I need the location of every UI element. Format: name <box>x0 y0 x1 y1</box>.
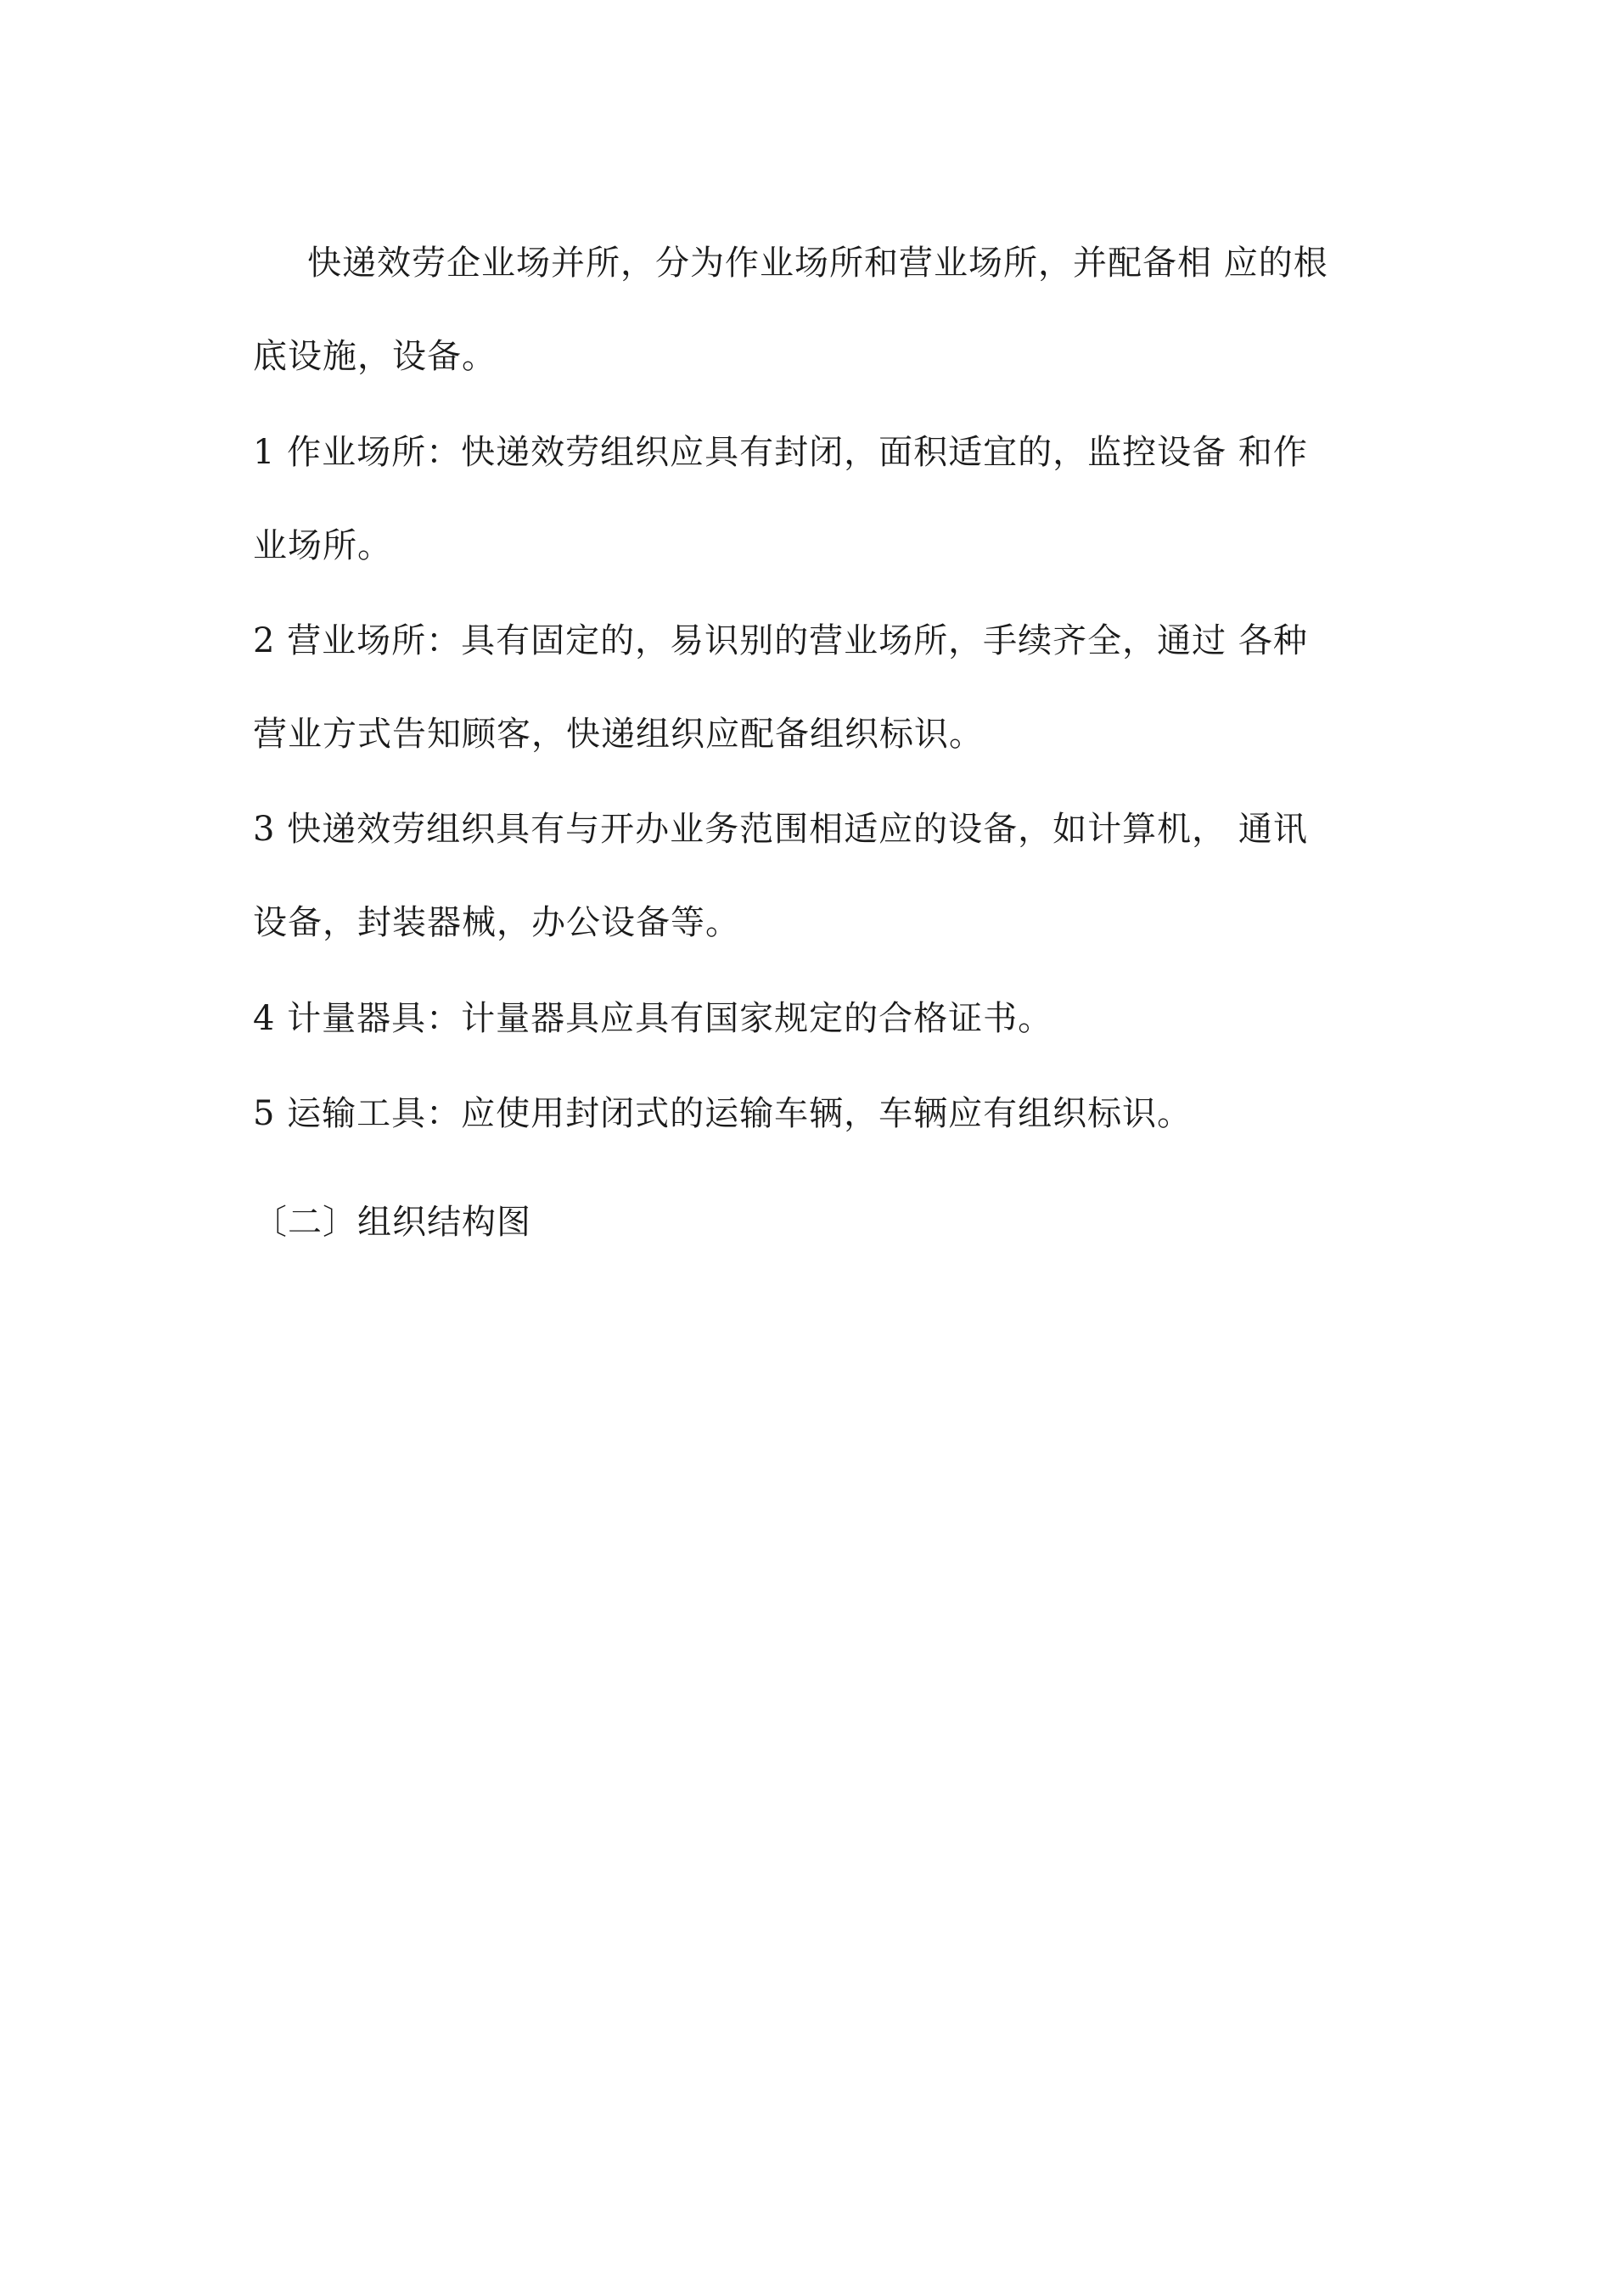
paragraph-line: 1 作业场所：快递效劳组织应具有封闭，面积适宜的，监控设备 和作 <box>253 433 1308 472</box>
paragraph-line: 2 营业场所：具有固定的，易识别的营业场所，手续齐全，通过 各种 <box>253 621 1308 660</box>
paragraph-line: 底设施，设备。 <box>253 337 497 376</box>
paragraph-line: 5 运输工具：应使用封闭式的运输车辆，车辆应有组织标识。 <box>253 1094 1193 1133</box>
paragraph-line: 3 快递效劳组织具有与开办业务范围相适应的设备，如计算机， 通讯 <box>253 810 1308 849</box>
paragraph-line: 业场所。 <box>253 526 392 565</box>
paragraph-line: 设备，封装器械，办公设备等。 <box>253 903 740 942</box>
paragraph-line: 4 计量器具：计量器具应具有国家规定的合格证书。 <box>253 999 1053 1038</box>
section-heading-text: 〔二〕组织结构图 <box>253 1203 531 1242</box>
paragraph-line: 营业方式告知顾客，快递组织应配备组织标识。 <box>253 715 984 754</box>
paragraph-line: 快递效劳企业场并所，分为作业场所和营业场所，并配备相 应的根 <box>307 244 1328 283</box>
